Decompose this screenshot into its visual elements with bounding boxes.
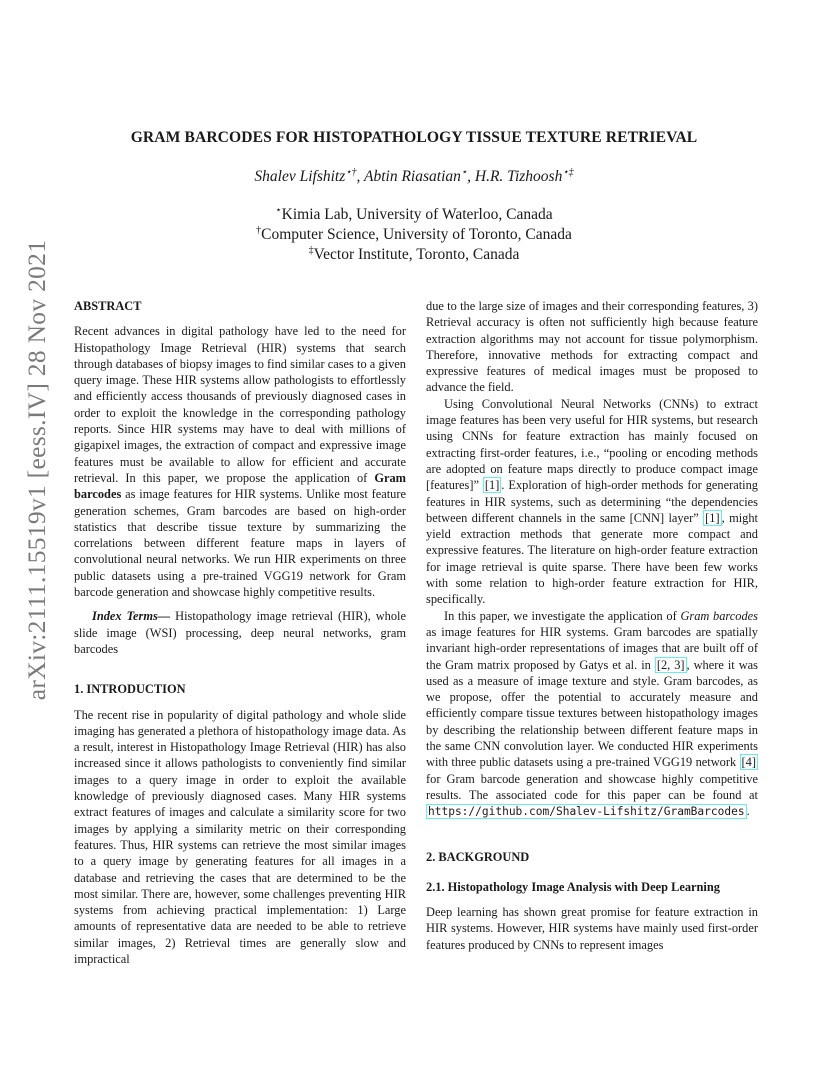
author-separator: , [467,168,475,185]
abstract-bold-term: Gram barcodes [74,470,406,502]
affiliation-text: Vector Institute, Toronto, Canada [313,246,520,263]
intro-paragraph-3 [426,608,758,821]
affiliation-line [0,245,828,265]
abstract-text-a: Recent advances in digital pathology have led to the need for Histopathology Image Retrieval (HIR) systems that search through databases of biopsy images to find similar cases to a given query image. These HIR systems allow pathologists to effortlessly and efficiently access thousands of previously diagnosed cases in order to exploit the knowledge in the corresponding pathology reports. Since HIR systems may have to deal with millions of gigapixel images, the extraction of compact and expressive image features must be available to allow for efficient and accurate retrieval. In this paper, we propose the application of [74,324,406,485]
paper-title: GRAM BARCODES FOR HISTOPATHOLOGY TISSUE TEXTURE RETRIEVAL [130,129,698,146]
intro-paragraph-1: The recent rise in popularity of digital pathology and whole slide imaging has generated a plethora of histopathology image data. As a result, interest in Histopathology Image Retrieval (HIR) has also increased since it allows pathologists to conveniently find similar images to a query image in order to exploit the available knowledge of previously diagnosed cases. Many HIR systems extract features of images and calculate a similarity score for two images by applying a similarity metric on their corresponding features. Thus, HIR systems can retrieve the most similar images to a query image by generating features for all images in a database and retrieving the cases that are determined to be the most similar. There are, however, some challenges preventing HIR systems from achieving practical implementation: 1) Large amounts of representative data are needed to be able to retrieve similar images, 2) Retrieval times are generally slow and impractical [74,707,406,966]
author-marks: ⋆‡ [562,166,574,178]
background-heading: 2. BACKGROUND [426,849,530,864]
affiliation-line [0,205,828,225]
affiliation-text: Computer Science, University of Toronto, Canada [261,226,572,243]
intro-p2-text: Using Convolutional Neural Networks (CNNs) to extract image features has been very useful for HIR systems, but research using CNNs for feature extraction has mainly focused on extracting first-order features, i.e., “pooling or encoding methods are adopted on feature maps directly to produce compact image [features]” [426,396,758,493]
background-paragraph-1: Deep learning has shown great promise for feature extraction in HIR systems. However, HIR systems have mainly used first-order features produced by CNNs to represent images [426,905,758,952]
github-url-link[interactable]: https://github.com/Shalev-Lifshitz/GramBarcodes [428,805,745,819]
author-marks: ⋆ [460,166,468,178]
citation-link[interactable]: [4] [741,755,756,770]
index-terms [74,608,406,657]
abstract-heading: ABSTRACT [74,299,142,313]
index-terms-label: Index Terms— [92,609,171,624]
affiliation-line [0,225,828,245]
author-name: H.R. Tizhoosh [474,168,563,185]
intro-paragraph-1-continued: due to the large size of images and their corresponding features, 3) Retrieval accuracy is often not sufficiently high because feature extraction algorithms may not account for tissue polymorphism. Therefore, innovative methods for extracting compact and expressive features of medical images must be proposed to advance the field. [426,299,758,395]
affiliation-mark: † [256,224,262,236]
intro-p3-emphasis: Gram barcodes [680,608,758,623]
author-separator: , [356,168,364,185]
intro-p3-text: , where it was used as a measure of image texture and style. Gram barcodes, as we propose, offer the potential to accurately measure and efficiently compare tissue textures between histopathology images by describing the relationship between different feature maps in the same CNN convolution layer. We conducted HIR experiments with three public datasets using a pre-trained VGG19 network [426,657,758,770]
citation-link[interactable]: [2, 3] [656,657,685,672]
intro-p3-text: for Gram barcode generation and showcase highly competitive results. The associated code for this paper can be found at [426,771,758,802]
background-subheading: 2.1. Histopathology Image Analysis with Deep Learning [426,879,720,894]
author-marks: ⋆† [345,166,357,178]
citation-link[interactable]: [1] [484,478,500,493]
left-column [74,298,406,967]
affiliation-mark: ⋆ [275,204,282,216]
intro-p2-text: , might yield extraction methods that generate more compact and expressive features. The literature on high-order feature extraction for image retrieval is quite sparse. There have been few works with some relation to high-order feature extraction for HIR, specifically. [426,510,759,607]
affiliation-text: Kimia Lab, University of Waterloo, Canada [281,206,553,223]
affiliation-mark: ‡ [308,244,314,256]
author-name: Abtin Riasatian [364,168,461,185]
intro-p3-text: as image features for HIR systems. Gram barcodes are spatially invariant high-order representations of images that are built off of the Gram matrix proposed by Gatys et al. in [426,624,758,672]
intro-p2-text: . Exploration of high-order methods for generating features in HIR systems, such as determining “the dependencies between different channels in the same [CNN] layer” [426,478,759,525]
affiliations [0,205,828,265]
abstract-text-b: as image features for HIR systems. Unlike most feature generation schemes, Gram barcodes are based on high-order statistics that describe tissue texture by summarizing the correlations between different feature maps in layers of convolutional neural networks. We run HIR experiments on three public datasets using a pre-trained VGG19 network for Gram barcode generation and showcase highly competitive results. [74,487,406,600]
author-name: Shalev Lifshitz [254,168,346,185]
abstract-text [74,323,406,600]
index-terms-text: Histopathology image retrieval (HIR), whole slide image (WSI) processing, deep neural networks, gram barcodes [74,609,406,656]
intro-paragraph-2 [426,396,758,608]
arxiv-sidebar [22,239,52,701]
arxiv-identifier: arXiv:2111.15519v1 [eess.IV] 28 Nov 2021 [22,239,51,701]
introduction-heading: 1. INTRODUCTION [74,682,186,697]
intro-p3-text: In this paper, we investigate the application of [444,608,681,623]
author-list [0,168,828,186]
right-column [426,298,758,953]
intro-p3-text: . [746,804,750,819]
citation-link[interactable]: [1] [705,510,720,525]
